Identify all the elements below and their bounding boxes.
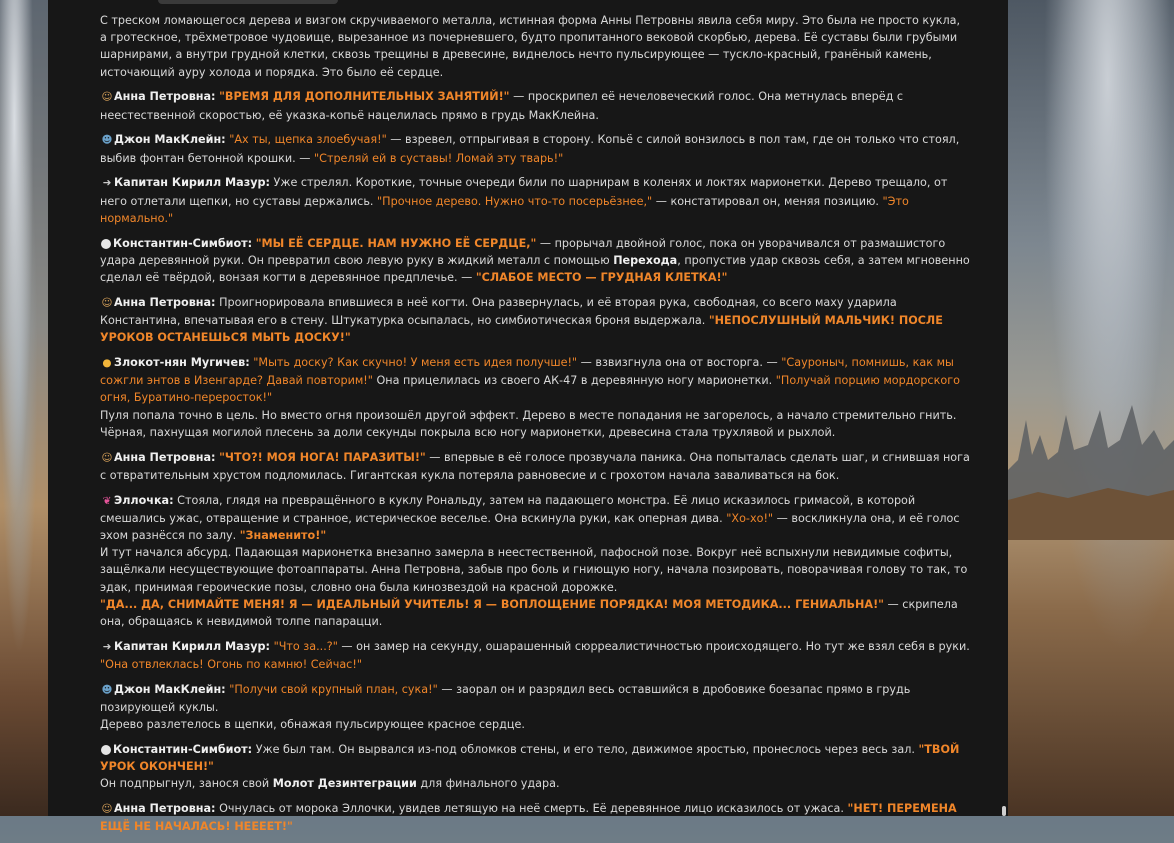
message-text: — впервые в её голосе прозвучала паника. Она попыталась сделать шаг, и сгнившая нога с отвратительным хрустом подломилась. Гигантская кукла потеряла равновесие и с грохотом начала заваливаться на бок. bbox=[100, 450, 970, 482]
message-text: — проскрипел её нечеловеческий голос. Она метнулась вперёд с неестественной скоростью, её указка-копьё нацелилась прямо в грудь МакКлейна. bbox=[100, 90, 904, 122]
speaker-name: Анна Петровна: bbox=[114, 90, 216, 104]
dialogue-quote: "Знаменито!" bbox=[239, 529, 327, 543]
message-text: — констатировал он, меняя позицию. bbox=[652, 194, 883, 208]
narration-message bbox=[100, 12, 970, 81]
message-anna-4 bbox=[100, 800, 970, 835]
message-zlokot-1 bbox=[100, 354, 970, 441]
message-text: , пропустив удар сквозь себя, а затем мгновенно сделал её твёрдой, вонзая когти в деревянное предплечье. — bbox=[100, 253, 970, 285]
message-john-2 bbox=[100, 681, 970, 734]
dialogue-quote: "ВРЕМЯ ДЛЯ ДОПОЛНИТЕЛЬНЫХ ЗАНЯТИЙ!" bbox=[219, 90, 510, 104]
knife-icon: ➜ bbox=[102, 177, 112, 190]
chat-panel bbox=[48, 0, 1008, 834]
dialogue-quote: "НЕПОСЛУШНЫЙ МАЛЬЧИК! ПОСЛЕ УРОКОВ ОСТАНЕШЬСЯ МЫТЬ ДОСКУ!" bbox=[100, 314, 943, 345]
message-kirill-1 bbox=[100, 174, 970, 227]
speaker-name: Анна Петровна: bbox=[114, 450, 216, 464]
message-text: Уже был там. Он вырвался из-под обломков стены, и его тело, движимое яростью, пронеслось через весь зал. bbox=[252, 743, 919, 757]
message-text: Она прицелилась из своего АК-47 в деревянную ногу марионетки. bbox=[372, 374, 776, 388]
speaker-name: Эллочка: bbox=[114, 493, 174, 507]
black-circle-icon bbox=[101, 239, 111, 249]
dialogue-quote: "НЕТ! ПЕРЕМЕНА ЕЩЁ НЕ НАЧАЛАСЬ! НЕЕЕЕТ!" bbox=[100, 802, 957, 834]
speaker-name: Капитан Кирилл Мазур: bbox=[114, 639, 270, 653]
message-text: Очнулась от морока Эллочки, увидев летящую на неё смерть. Её деревянное лицо исказилось от ужаса. bbox=[215, 802, 848, 816]
dialogue-quote: "Получай порцию мордорского огня, Буратино-переросток!" bbox=[100, 374, 960, 405]
teacher-icon: ☺ bbox=[101, 451, 113, 464]
dialogue-quote: "Ах ты, щепка злоебучая!" bbox=[229, 133, 387, 147]
message-list bbox=[100, 12, 970, 843]
speaker-name: Анна Петровна: bbox=[114, 295, 216, 309]
speaker-name: Джон МакКлейн: bbox=[114, 682, 226, 696]
message-text: — воскликнула она, и её голос эхом разнёсся по залу. bbox=[100, 511, 960, 543]
message-ellochka-1 bbox=[100, 492, 970, 631]
dialogue-quote: "Это нормально." bbox=[100, 194, 909, 225]
top-scroll-handle[interactable] bbox=[158, 0, 338, 4]
dialogue-quote: "Хо-хо!" bbox=[726, 511, 774, 525]
dialogue-quote: "Прочное дерево. Нужно что-то посерьёзнее," bbox=[377, 194, 653, 208]
message-kirill-2 bbox=[100, 638, 970, 673]
message-text: — взвизгнула она от восторга. — bbox=[577, 356, 782, 370]
background-rock-formations bbox=[1008, 400, 1174, 540]
message-konstantin-2 bbox=[100, 741, 970, 793]
message-konstantin-1 bbox=[100, 235, 970, 287]
message-anna-1 bbox=[100, 88, 970, 123]
teacher-icon: ☺ bbox=[101, 91, 113, 104]
dialogue-quote: "Получи свой крупный план, сука!" bbox=[229, 682, 438, 696]
pilot-icon: ☻ bbox=[101, 134, 113, 147]
dialogue-quote: "Стреляй ей в суставы! Ломай эту тварь!" bbox=[313, 151, 564, 165]
knife-icon: ➜ bbox=[102, 640, 112, 653]
message-text: Проигнорировала впившиеся в неё когти. Она развернулась, и её вторая рука, свободная, со всего маху ударила Константина, впечатывая его в стену. Штукатурка осыпалась, но симбиотическая броня выдержала. bbox=[100, 295, 897, 328]
message-text: Стояла, глядя на превращённого в куклу Рональду, затем на падающего монстра. Её лицо исказилось гримасой, в которой смешались ужас, отвращение и странное, истерическое веселье. Она вскинула руки, как оперная дива. bbox=[100, 493, 916, 525]
message-text: С треском ломающегося дерева и визгом скручиваемого металла, истинная форма Анны Петровны явила себя миру. Это была не просто кукла, а гротескное, трёхметровое чудовище, вырезанное из почерневшего, будто пропитанного вековой скорбью, дерева. Её суставы были грубыми шарнирами, а внутри грудной клетки, сквозь трещины в древесине, виднелось нечто пульсирующее — тускло-красный, гранёный камень, источающий ауру холода и порядка. Это было её сердце. bbox=[100, 14, 961, 79]
teacher-icon: ☺ bbox=[101, 296, 113, 309]
speaker-name: Константин-Симбиот: bbox=[113, 743, 253, 757]
message-text: Он подпрыгнул, занося свой bbox=[100, 777, 273, 791]
ribbon-icon: ❦ bbox=[102, 494, 112, 507]
message-anna-2 bbox=[100, 294, 970, 347]
speaker-name: Капитан Кирилл Мазур: bbox=[114, 176, 270, 190]
teacher-icon: ☺ bbox=[101, 803, 113, 816]
dialogue-quote: "МЫ ЕЁ СЕРДЦЕ. НАМ НУЖНО ЕЁ СЕРДЦЕ," bbox=[255, 236, 537, 250]
ability-term: Молот Дезинтеграции bbox=[272, 777, 417, 791]
message-text: для финального удара. bbox=[416, 777, 560, 791]
background-left bbox=[0, 0, 48, 816]
speaker-name: Анна Петровна: bbox=[114, 802, 216, 816]
message-text: — заорал он и разрядил весь оставшийся в дробовике боезапас прямо в грудь позирующей куклы. bbox=[100, 682, 911, 715]
dialogue-quote: "ДА... ДА, СНИМАЙТЕ МЕНЯ! Я — ИДЕАЛЬНЫЙ УЧИТЕЛЬ! Я — ВОПЛОЩЕНИЕ ПОРЯДКА! МОЯ МЕТОДИКА... ГЕНИАЛЬНА!" bbox=[100, 597, 884, 611]
speaker-name: Злокот-нян Мугичев: bbox=[114, 356, 250, 370]
dialogue-quote: "СЛАБОЕ МЕСТО — ГРУДНАЯ КЛЕТКА!" bbox=[475, 271, 728, 285]
message-text: Пуля попала точно в цель. Но вместо огня произошёл другой эффект. Дерево в месте попадания не загорелось, а начало стремительно гнить. Чёрная, пахнущая могилой плесень за доли секунды покрыла всю ногу марионетки, древесина стала трухлявой и рыхлой. bbox=[100, 408, 957, 439]
message-text: И тут начался абсурд. Падающая марионетка внезапно замерла в неестественной, пафосной позе. Вокруг неё вспыхнули невидимые софиты, защёлкали несуществующие фотоаппараты. Анна Петровна, забыв про боль и гниющую ногу, начала позировать, поворачивая голову то так, то эдак, принимая героические позы, словно она была кинозвездой на красной дорожке. bbox=[100, 546, 968, 594]
message-text: — скрипела она, обращаясь к невидимой толпе папарацци. bbox=[100, 597, 958, 629]
speaker-name: Джон МакКлейн: bbox=[114, 133, 226, 147]
message-text: — взревел, отпрыгивая в сторону. Копьё с силой вонзилось в пол там, где он только что стоял, выбив фонтан бетонной крошки. — bbox=[100, 133, 960, 165]
message-john-1 bbox=[100, 131, 970, 166]
dialogue-quote: "ТВОЙ УРОК ОКОНЧЕН!" bbox=[100, 743, 960, 774]
dialogue-quote: "ЧТО?! МОЯ НОГА! ПАРАЗИТЫ!" bbox=[219, 450, 426, 464]
cat-face-icon: ● bbox=[102, 357, 112, 370]
dialogue-quote: "Сауроныч, помнишь, как мы сожгли энтов в Изенгарде? Давай повторим!" bbox=[100, 356, 954, 388]
dialogue-quote: "Что за...?" bbox=[273, 639, 338, 653]
message-text: Дерево разлетелось в щепки, обнажая пульсирующее красное сердце. bbox=[100, 718, 525, 732]
pilot-icon: ☻ bbox=[101, 683, 113, 696]
black-circle-icon bbox=[101, 745, 111, 755]
speaker-name: Константин-Симбиот: bbox=[113, 236, 253, 250]
scrollbar-thumb[interactable] bbox=[1002, 806, 1006, 816]
message-text: — прорычал двойной голос, пока он уворачивался от размашистого удара деревянной руки. Он превратил свою левую руку в жидкий металл с помощью bbox=[100, 236, 946, 267]
dialogue-quote: "Мыть доску? Как скучно! У меня есть идея получше!" bbox=[253, 356, 578, 370]
message-text: Уже стрелял. Короткие, точные очереди били по шарнирам в коленях и локтях марионетки. Дерево трещало, от него отлетали щепки, но суставы держались. bbox=[100, 176, 948, 208]
dialogue-quote: "Она отвлеклась! Огонь по камню! Сейчас!" bbox=[100, 658, 362, 672]
ability-term: Перехода bbox=[613, 253, 678, 267]
message-text: — он замер на секунду, ошарашенный сюрреалистичностью происходящего. Но тут же взял себя в руки. bbox=[337, 639, 970, 653]
message-anna-3 bbox=[100, 449, 970, 484]
